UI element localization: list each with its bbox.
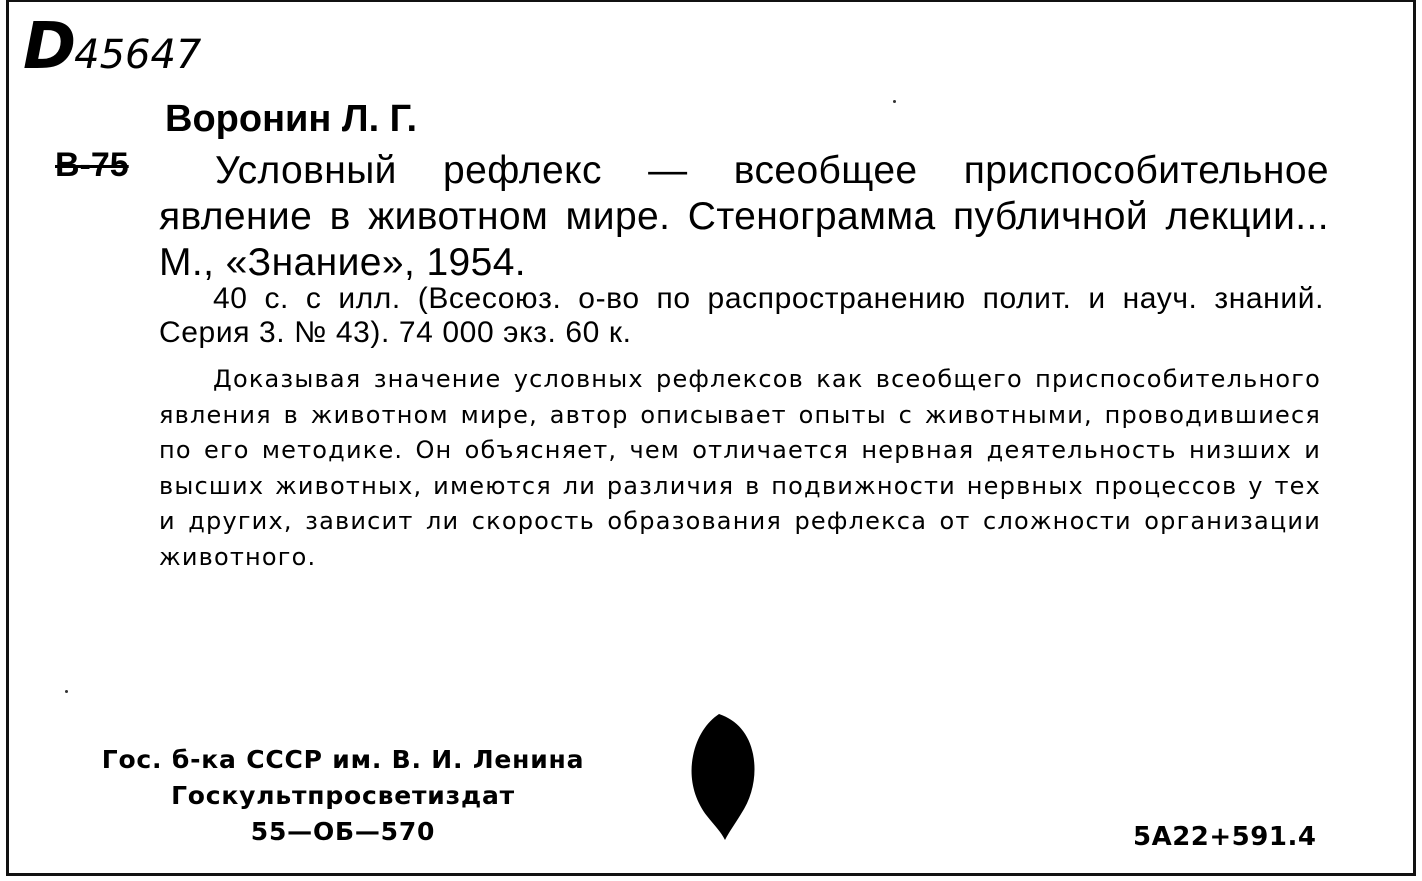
punch-hole-icon bbox=[685, 712, 765, 842]
handwritten-number: 45647 bbox=[74, 32, 202, 78]
classification-code: 5А22+591.4 bbox=[1133, 822, 1317, 852]
book-title: Условный рефлекс — всеобщее приспособительное явление в животном мире. Стенограмма публичной лекции... М., «Знание», 1954. bbox=[159, 149, 1329, 284]
library-line-1: Гос. б-ка СССР им. В. И. Ленина bbox=[101, 745, 585, 774]
handwritten-letter: D bbox=[23, 10, 75, 84]
imprint-details: 40 с. с илл. (Всесоюз. о-во по распространению полит. и науч. знаний. Серия 3. № 43). 74 000 экз. 60 к. bbox=[159, 282, 1324, 349]
author-name: Воронин Л. Г. bbox=[165, 98, 418, 140]
speck bbox=[65, 690, 68, 693]
handwritten-call-number bbox=[23, 10, 201, 84]
speck bbox=[893, 100, 896, 103]
library-imprint bbox=[53, 742, 633, 850]
library-line-3: 55—ОБ—570 bbox=[250, 817, 436, 846]
annotation-text: Доказывая значение условных рефлексов как всеобщего приспособительного явления в животном мире, автор описывает опыты с животными, проводившиеся по его методике. Он объясняет, чем отличается нервная деятельность низших и высших животных, имеются ли различия в подвижности нервных процессов у тех и других, зависит ли скорость образования рефлекса от сложности организации животного. bbox=[159, 365, 1321, 571]
library-line-2: Госкультпросветиздат bbox=[171, 781, 515, 810]
shelfmark: В-75 bbox=[55, 146, 129, 184]
catalog-card bbox=[6, 0, 1416, 876]
